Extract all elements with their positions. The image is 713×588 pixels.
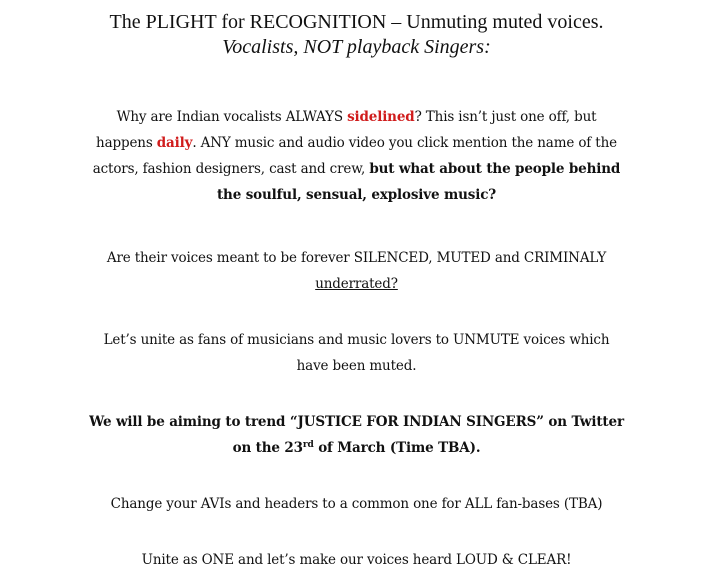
paragraph-avis xyxy=(0,491,713,517)
highlight-sidelined: sidelined xyxy=(347,109,415,125)
paragraph-line: have been muted. xyxy=(296,358,417,374)
paragraph-sidelined xyxy=(0,104,713,208)
paragraph-line: Unite as ONE and let’s make our voices heard LOUD & CLEAR! xyxy=(141,552,572,568)
underlined-text: underrated? xyxy=(315,276,398,292)
paragraph-line: Change your AVIs and headers to a common one for ALL fan-bases (TBA) xyxy=(110,496,603,512)
text-run: of March (Time TBA). xyxy=(313,440,481,456)
paragraph-trend-announcement xyxy=(0,409,713,461)
paragraph-line: We will be aiming to trend “JUSTICE FOR INDIAN SINGERS” on Twitter xyxy=(89,414,624,430)
text-run: actors, fashion designers, cast and crew, xyxy=(92,161,370,177)
paragraph-unite-as-one xyxy=(0,547,713,573)
text-run: Why are Indian vocalists ALWAYS xyxy=(116,109,348,125)
highlight-daily: daily xyxy=(156,135,193,151)
paragraph-line: Are their voices meant to be forever SILENCED, MUTED and CRIMINALY xyxy=(106,250,607,266)
paragraph-line xyxy=(0,156,713,182)
paragraph-line xyxy=(0,271,713,297)
text-run: ? This isn’t just one off, but xyxy=(414,109,597,125)
paragraph-line: the soulful, sensual, explosive music? xyxy=(216,187,497,203)
paragraph-line: Let’s unite as fans of musicians and music lovers to UNMUTE voices which xyxy=(103,332,610,348)
paragraph-unite-fans xyxy=(0,327,713,379)
ordinal-suffix: rd xyxy=(302,440,314,450)
paragraph-silenced xyxy=(0,245,713,297)
paragraph-line xyxy=(0,104,713,130)
text-run: . ANY music and audio video you click mention the name of the xyxy=(192,135,617,151)
bold-text: but what about the people behind xyxy=(369,161,621,177)
text-run: happens xyxy=(96,135,157,151)
document-subtitle: Vocalists, NOT playback Singers: xyxy=(222,36,491,58)
text-run: on the 23 xyxy=(232,440,303,456)
paragraph-line xyxy=(0,435,713,461)
document-title: The PLIGHT for RECOGNITION – Unmuting muted voices. xyxy=(109,11,604,33)
paragraph-line xyxy=(0,130,713,156)
